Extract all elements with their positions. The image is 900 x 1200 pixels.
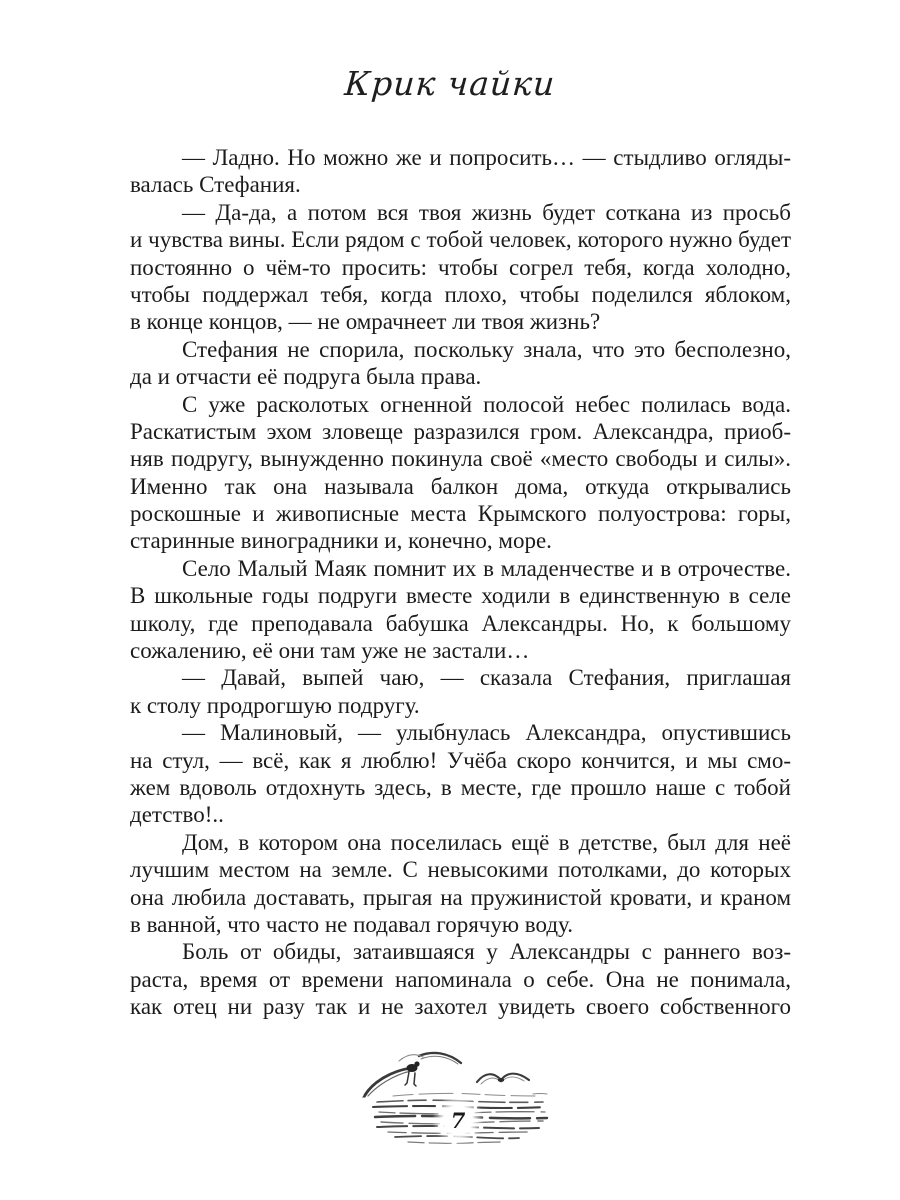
text-line: [130, 363, 791, 390]
text-line: [130, 199, 791, 226]
text-line: [130, 884, 791, 911]
text-line-content: она любила доставать, прыгая на пружинистой кровати, и краном: [130, 884, 791, 910]
text-line-content: постоянно о чём-то просить: чтобы согрел тебя, когда холодно,: [130, 254, 791, 280]
text-line: [130, 938, 791, 965]
text-line-content: Село Малый Маяк помнит их в младенчестве и в отрочестве.: [182, 555, 791, 581]
text-line: [130, 637, 791, 664]
text-line-content: В школьные годы подруги вместе ходили в единственную в селе: [130, 583, 791, 609]
text-line-content: жем вдоволь отдохнуть здесь, в месте, где прошло наше с тобой: [130, 774, 791, 800]
text-line-content: Боль от обиды, затаившаяся у Александры с раннего воз-: [182, 939, 791, 965]
text-line-content: лучшим местом на земле. С невысокими потолками, до которых: [130, 857, 791, 883]
text-line: [130, 500, 791, 527]
text-line-content: школу, где преподавала бабушка Александры. Но, к большому: [130, 610, 791, 636]
text-line: [130, 801, 791, 828]
text-line-content: раста, время от времени напоминала о себе. Она не понимала,: [130, 966, 791, 992]
text-line-content: Раскатистым эхом зловеще разразился гром. Александра, приоб-: [130, 418, 791, 444]
text-line-content: валась Стефания.: [130, 172, 301, 198]
text-line-content: — Да-да, а потом вся твоя жизнь будет соткана из просьб: [182, 199, 791, 225]
text-line-content: сожалению, её они там уже не застали…: [130, 638, 530, 664]
seagulls-sketch-icon: [363, 1053, 529, 1097]
running-header-title: Крик чайки: [343, 64, 557, 103]
text-line-content: — Давай, выпей чаю, — сказала Стефания, приглашая: [182, 665, 791, 691]
text-line-content: Именно так она называла балкон дома, откуда открывались: [130, 473, 791, 499]
text-line: [130, 966, 791, 993]
text-line-content: няв подругу, вынужденно покинула своё «место свободы и силы».: [130, 446, 791, 472]
text-line-content: С уже расколотых огненной полосой небес полилась вода.: [182, 391, 791, 417]
text-line: [130, 527, 791, 554]
text-line: [130, 664, 791, 691]
text-line: [130, 911, 791, 938]
text-line-content: — Ладно. Но можно же и попросить… — стыдливо огляды-: [182, 145, 791, 170]
text-line: [130, 445, 791, 472]
page-number: 7: [450, 1108, 466, 1133]
text-line: [130, 171, 791, 198]
text-line-content: роскошные и живописные места Крымского полуострова: горы,: [130, 501, 791, 527]
text-line-content: Стефания не спорила, поскольку знала, что это бесполезно,: [182, 336, 791, 362]
text-line-content: в ванной, что часто не подавал горячую воду.: [130, 911, 573, 937]
text-line: [130, 692, 791, 719]
text-line-content: да и отчасти её подруга была права.: [130, 364, 482, 390]
text-line: [130, 774, 791, 801]
text-line: [130, 144, 791, 171]
text-line: [130, 391, 791, 418]
text-line-content: к столу продрогшую подругу.: [130, 692, 420, 718]
text-line: [130, 582, 791, 609]
text-line: [130, 308, 791, 335]
text-line: [130, 719, 791, 746]
text-line: [130, 856, 791, 883]
text-line: [130, 473, 791, 500]
text-line-content: и чувства вины. Если рядом с тобой человек, которого нужно будет: [130, 227, 791, 253]
text-line: [130, 226, 791, 253]
text-line: [130, 829, 791, 856]
text-line: [130, 418, 791, 445]
text-line: [130, 254, 791, 281]
text-line: [130, 281, 791, 308]
text-line-content: детство!..: [130, 802, 224, 828]
text-line: [130, 993, 791, 1020]
text-line-content: на стул, — всё, как я люблю! Учёба скоро кончится, и мы смо-: [130, 747, 791, 773]
text-line-content: как отец ни разу так и не захотел увидеть своего собственного: [130, 994, 791, 1020]
text-line: [130, 555, 791, 582]
text-line-content: в конце концов, — не омрачнеет ли твоя жизнь?: [130, 309, 601, 335]
text-line-content: чтобы поддержал тебя, когда плохо, чтобы поделился яблоком,: [130, 281, 791, 307]
text-line-content: старинные виноградники и, конечно, море.: [130, 528, 552, 554]
footer-illustration: [333, 1040, 577, 1152]
text-line-content: Дом, в котором она поселилась ещё в детстве, был для неё: [182, 829, 791, 855]
text-line: [130, 610, 791, 637]
text-line: [130, 336, 791, 363]
text-line-content: — Малиновый, — улыбнулась Александра, опустившись: [182, 720, 791, 746]
text-line: [130, 747, 791, 774]
text-block: [130, 144, 791, 1021]
